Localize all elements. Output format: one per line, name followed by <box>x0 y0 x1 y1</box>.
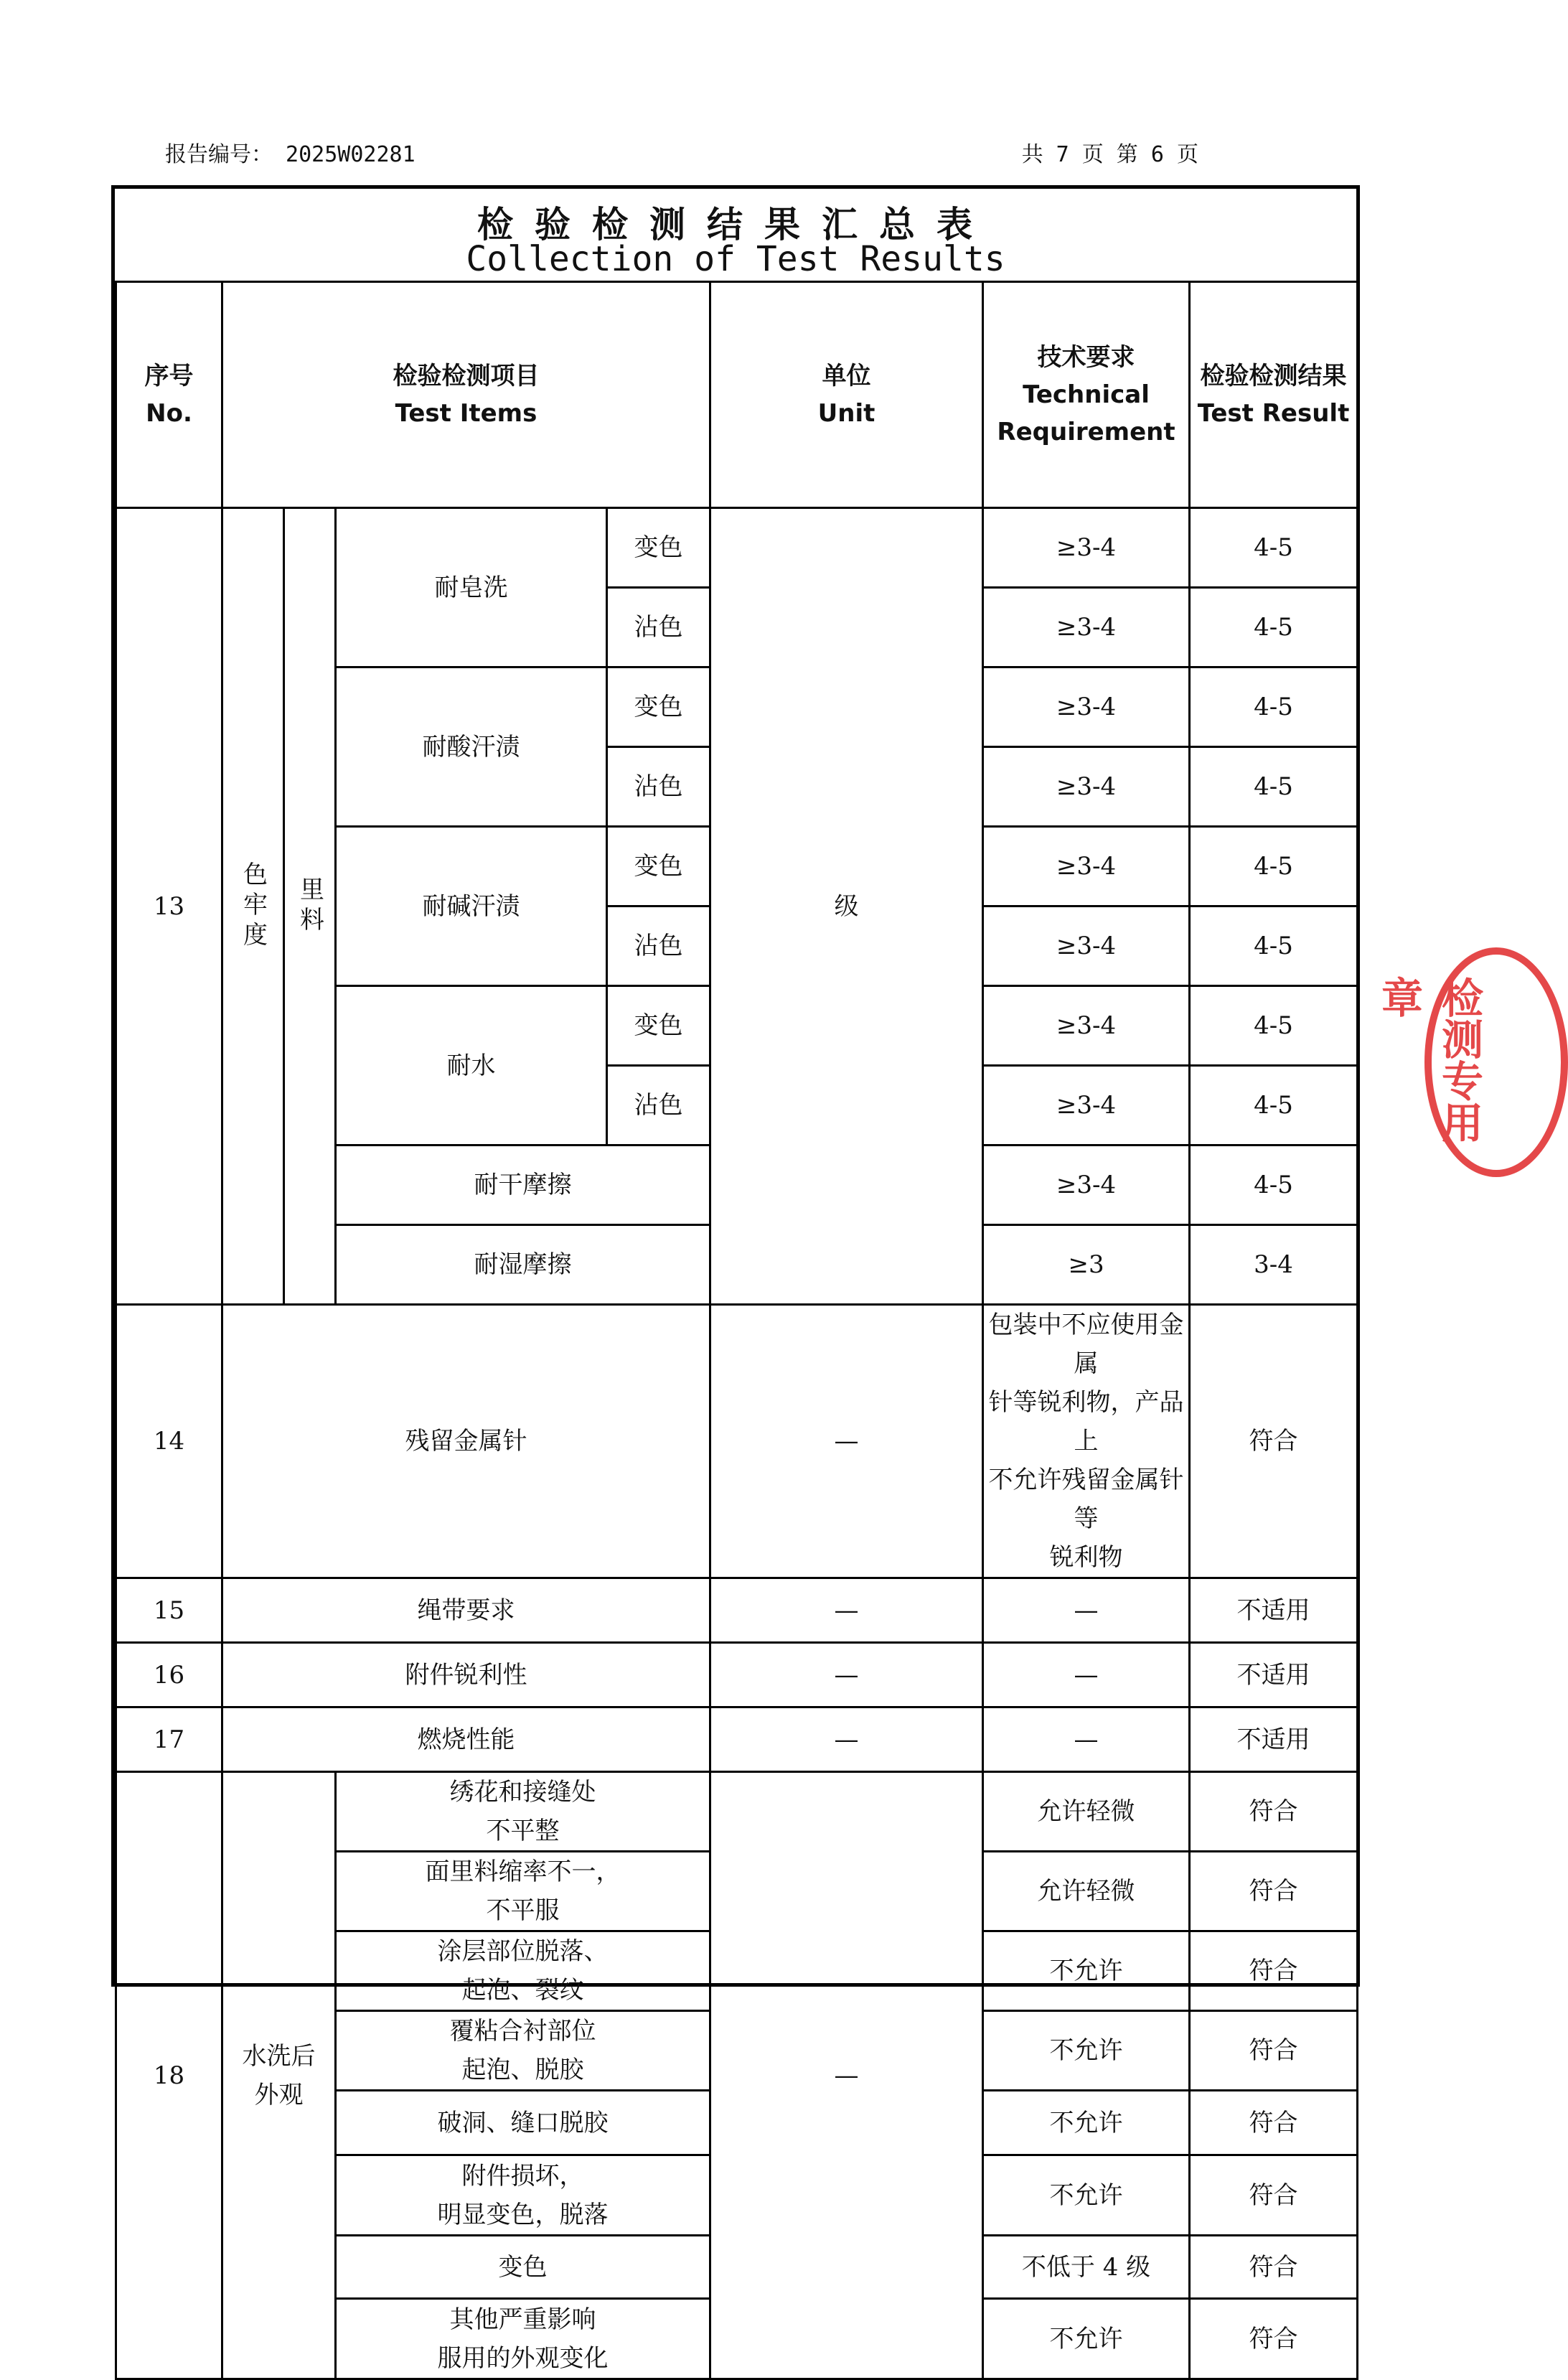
result-cell: 符合 <box>1190 2155 1358 2236</box>
requirement-cell: 不允许 <box>983 2011 1190 2091</box>
table-row <box>116 508 1358 588</box>
row-number: 16 <box>116 1643 222 1707</box>
results-sheet <box>111 185 1360 2373</box>
test-sub-item: 变色 <box>607 667 710 747</box>
requirement-cell: ≥3-4 <box>983 906 1190 986</box>
row-number: 17 <box>116 1707 222 1772</box>
result-cell: 4-5 <box>1190 827 1358 906</box>
title-english: Collection of Test Results <box>466 239 1005 279</box>
page-indicator: 共 7 页 第 6 页 <box>1021 142 1198 167</box>
result-cell: 符合 <box>1190 1852 1358 1931</box>
test-item: 燃烧性能 <box>222 1707 710 1772</box>
requirement-cell: 不低于 4 级 <box>983 2236 1190 2299</box>
result-cell: 3-4 <box>1190 1225 1358 1305</box>
page-header <box>165 136 1198 165</box>
test-sub-item: 沾色 <box>607 747 710 827</box>
table-row <box>116 1305 1358 1578</box>
test-item: 残留金属针 <box>222 1305 710 1578</box>
test-item: 涂层部位脱落、 起泡、裂纹 <box>336 1931 710 2011</box>
result-cell: 符合 <box>1190 1305 1358 1578</box>
row-number: 18 <box>116 1772 222 2379</box>
result-cell: 符合 <box>1190 1772 1358 1852</box>
test-item-group: 耐水 <box>336 986 607 1146</box>
test-sub-item: 变色 <box>607 986 710 1066</box>
test-item: 其他严重影响 服用的外观变化 <box>336 2299 710 2379</box>
result-cell: 不适用 <box>1190 1643 1358 1707</box>
table-row <box>116 1578 1358 1643</box>
category-lining: 里料 <box>284 508 336 1305</box>
test-item: 耐干摩擦 <box>336 1146 710 1225</box>
result-cell: 4-5 <box>1190 588 1358 667</box>
test-item: 覆粘合衬部位 起泡、脱胶 <box>336 2011 710 2091</box>
test-item: 破洞、缝口脱胶 <box>336 2091 710 2155</box>
row-number: 15 <box>116 1578 222 1643</box>
official-seal <box>1374 947 1568 1177</box>
result-cell: 4-5 <box>1190 1146 1358 1225</box>
requirement-cell: ≥3-4 <box>983 1066 1190 1146</box>
result-cell: 4-5 <box>1190 747 1358 827</box>
requirement-cell: ≥3-4 <box>983 1146 1190 1225</box>
requirement-cell: — <box>983 1643 1190 1707</box>
col-unit: 单位 Unit <box>710 282 983 508</box>
table-row <box>116 1772 1358 1852</box>
test-sub-item: 沾色 <box>607 588 710 667</box>
requirement-cell: 允许轻微 <box>983 1772 1190 1852</box>
test-item: 耐湿摩擦 <box>336 1225 710 1305</box>
result-cell: 符合 <box>1190 2011 1358 2091</box>
test-item: 附件损坏， 明显变色，脱落 <box>336 2155 710 2236</box>
result-cell: 4-5 <box>1190 906 1358 986</box>
test-item-group: 耐碱汗渍 <box>336 827 607 986</box>
col-test-items: 检验检测项目 Test Items <box>222 282 710 508</box>
report-number: 报告编号： 2025W02281 <box>165 142 416 167</box>
test-item: 变色 <box>336 2236 710 2299</box>
requirement-cell: ≥3-4 <box>983 588 1190 667</box>
requirement-cell: ≥3-4 <box>983 667 1190 747</box>
test-sub-item: 沾色 <box>607 906 710 986</box>
result-cell: 不适用 <box>1190 1578 1358 1643</box>
result-cell: 4-5 <box>1190 1066 1358 1146</box>
unit-cell: — <box>710 1707 983 1772</box>
result-cell: 4-5 <box>1190 986 1358 1066</box>
category-color-fastness: 色牢度 <box>222 508 284 1305</box>
test-item-group: 耐皂洗 <box>336 508 607 667</box>
category-after-wash: 水洗后 外观 <box>222 1772 336 2379</box>
table-row <box>116 1707 1358 1772</box>
result-cell: 符合 <box>1190 2091 1358 2155</box>
header-row <box>116 282 1358 508</box>
table-row <box>116 1643 1358 1707</box>
test-sub-item: 变色 <box>607 827 710 906</box>
seal-text: 检测专用章 <box>1374 976 1483 1143</box>
requirement-cell: ≥3-4 <box>983 747 1190 827</box>
row-number: 13 <box>116 508 222 1305</box>
col-result: 检验检测结果 Test Result <box>1190 282 1358 508</box>
col-requirement: 技术要求 Technical Requirement <box>983 282 1190 508</box>
requirement-cell: 允许轻微 <box>983 1852 1190 1931</box>
unit-cell: — <box>710 1578 983 1643</box>
requirement-cell: — <box>983 1707 1190 1772</box>
unit-cell: — <box>710 1772 983 2379</box>
test-sub-item: 变色 <box>607 508 710 588</box>
unit-cell: 级 <box>710 508 983 1305</box>
requirement-cell: ≥3 <box>983 1225 1190 1305</box>
result-cell: 4-5 <box>1190 508 1358 588</box>
result-cell: 4-5 <box>1190 667 1358 747</box>
requirement-cell: 不允许 <box>983 2155 1190 2236</box>
test-item: 面里料缩率不一， 不平服 <box>336 1852 710 1931</box>
result-cell: 符合 <box>1190 2236 1358 2299</box>
requirement-cell: — <box>983 1578 1190 1643</box>
test-item: 附件锐利性 <box>222 1643 710 1707</box>
result-cell: 不适用 <box>1190 1707 1358 1772</box>
requirement-cell: 不允许 <box>983 1931 1190 2011</box>
result-cell: 符合 <box>1190 1931 1358 2011</box>
test-item: 绳带要求 <box>222 1578 710 1643</box>
requirement-cell: ≥3-4 <box>983 986 1190 1066</box>
title-chinese: 检验检测结果汇总表 <box>477 204 994 245</box>
requirement-cell: ≥3-4 <box>983 508 1190 588</box>
test-sub-item: 沾色 <box>607 1066 710 1146</box>
test-item: 绣花和接缝处 不平整 <box>336 1772 710 1852</box>
unit-cell: — <box>710 1643 983 1707</box>
test-item-group: 耐酸汗渍 <box>336 667 607 827</box>
result-cell: 符合 <box>1190 2299 1358 2379</box>
requirement-cell: 不允许 <box>983 2299 1190 2379</box>
requirement-cell: 包装中不应使用金属 针等锐利物，产品上 不允许残留金属针等 锐利物 <box>983 1305 1190 1578</box>
row-number: 14 <box>116 1305 222 1578</box>
table-title <box>115 189 1356 283</box>
results-table <box>115 281 1358 2380</box>
requirement-cell: 不允许 <box>983 2091 1190 2155</box>
unit-cell: — <box>710 1305 983 1578</box>
col-no: 序号 No. <box>116 282 222 508</box>
requirement-cell: ≥3-4 <box>983 827 1190 906</box>
